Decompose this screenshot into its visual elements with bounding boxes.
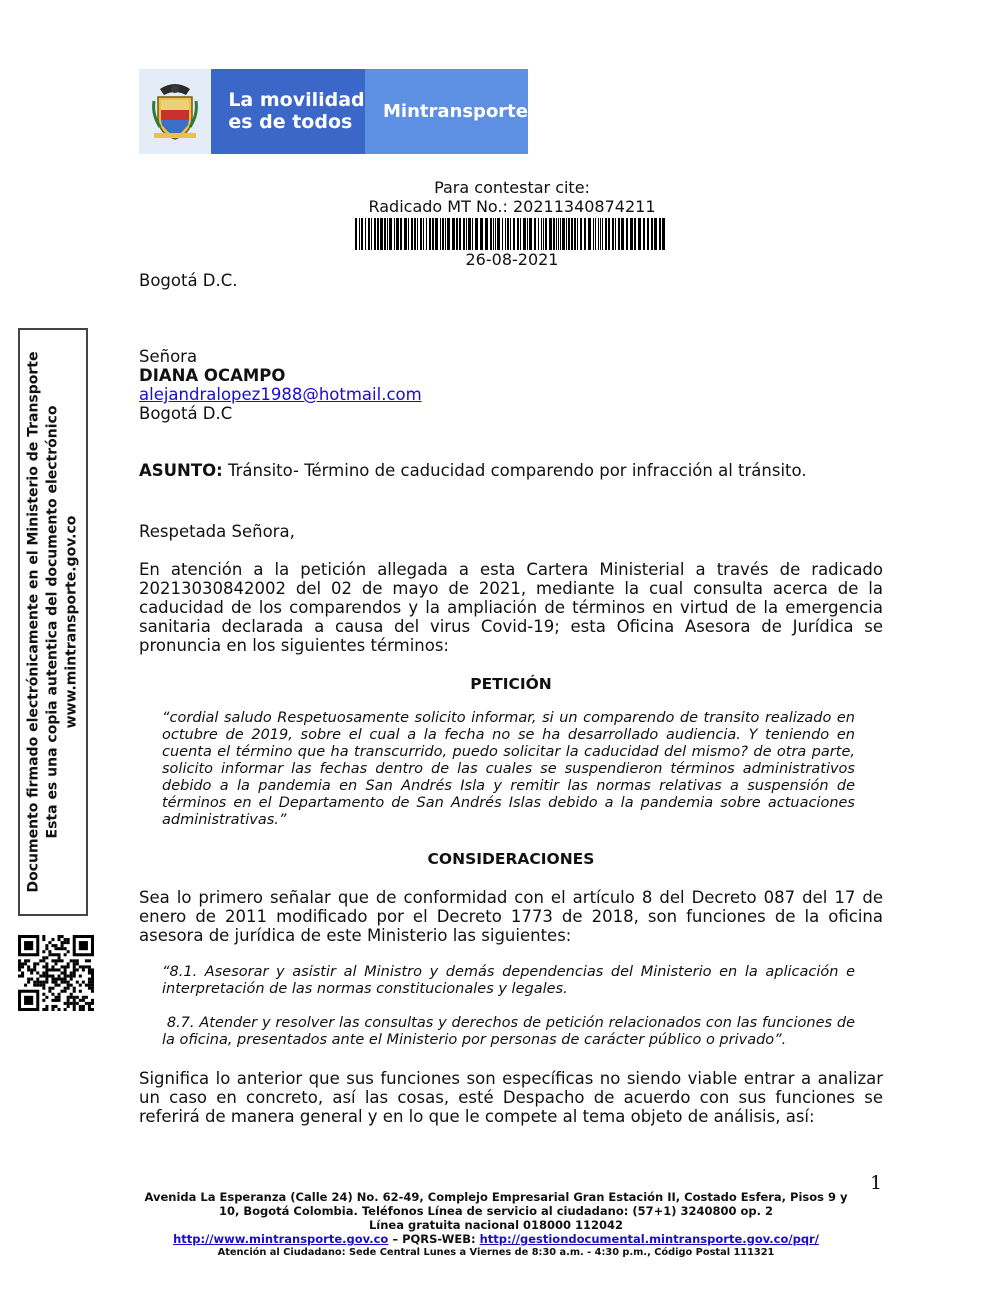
header-logo — [139, 69, 528, 154]
qr-code-icon — [18, 935, 94, 1011]
subject-line — [139, 461, 884, 480]
recipient-block — [139, 347, 422, 423]
subject-label: ASUNTO: — [139, 461, 223, 480]
page-number: 1 — [870, 1172, 883, 1194]
electronic-signature-sidebar — [18, 328, 88, 916]
heading-peticion: PETICIÓN — [470, 675, 552, 693]
quote-function-8-7: 8.7. Atender y resolver las consultas y derechos de petición relacionados con las funciones de la oficina, presentados ante el Ministerio por personas de carácter público o privado”. — [162, 1015, 860, 1048]
quote-function-8-1: “8.1. Asesorar y asistir al Ministro y demás dependencias del Ministerio en la aplicación e interpretación de las normas constitucionales y legales. — [162, 964, 855, 997]
quote-peticion: “cordial saludo Respetuosamente solicito informar, si un comparendo de transito realizado en octubre de 2019, sobre el cual a la fecha no se ha desarrollado audiencia. Y teniendo en cuenta el término que ha transcurrido, puedo solicitar la caducidad del mismo? de otra parte, solicito informar las fechas dentro de las cuales se suspendieron términos administrativos debido a la pandemia en San Andrés Isla y remitir las normas relativas a suspensión de términos en el Departamento de San Andrés Islas debido a la pandemia sobre actuaciones administrativas.” — [162, 710, 855, 828]
footer-hours: Atención al Ciudadano: Sede Central Lunes a Viernes de 8:30 a.m. - 4:30 p.m., Código Postal 111321 — [217, 1247, 775, 1258]
radicado-number: Radicado MT No.: 20211340874211 — [368, 197, 656, 216]
sidebar-line-1: Documento firmado electrónicamente en el Ministerio de Transporte — [25, 351, 42, 893]
footer-links — [140, 1232, 852, 1246]
footer — [140, 1190, 852, 1260]
letter-city: Bogotá D.C. — [139, 271, 238, 290]
barcode-icon — [355, 218, 669, 250]
recipient-email-link[interactable]: alejandralopez1988@hotmail.com — [139, 385, 422, 404]
considerations-paragraph-2: Significa lo anterior que sus funciones son específicas no siendo viable entrar a analizar un caso en concreto, así las cosas, esté Despacho de acuerdo con sus funciones se referirá de manera general y en lo que le compete al tema objeto de análisis, así: — [139, 1069, 883, 1126]
sidebar-line-3: www.mintransporte.gov.co — [63, 515, 80, 729]
recipient-name: DIANA OCAMPO — [139, 366, 286, 385]
slogan-line-1: La movilidad — [228, 89, 365, 111]
footer-link-separator: – PQRS-WEB: — [388, 1232, 480, 1246]
footer-pqrs-link[interactable]: http://gestiondocumental.mintransporte.gov.co/pqr/ — [479, 1232, 819, 1246]
ministry-name: Mintransporte — [365, 69, 528, 154]
coat-of-arms-icon — [139, 69, 211, 154]
recipient-city: Bogotá D.C — [139, 404, 233, 423]
intro-paragraph: En atención a la petición allegada a esta Cartera Ministerial a través de radicado 20213030842002 del 02 de mayo de 2021, mediante la cual consulta acerca de la caducidad de los comparendos y la ampliación de términos en virtud de la emergencia sanitaria declarada a causa del virus Covid-19; esta Oficina Asesora de Jurídica se pronuncia en los siguientes términos: — [139, 560, 883, 655]
radicado-block — [352, 178, 672, 269]
slogan-line-2: es de todos — [228, 111, 353, 133]
sidebar-text — [25, 342, 82, 902]
heading-consideraciones: CONSIDERACIONES — [427, 850, 595, 868]
greeting: Respetada Señora, — [139, 522, 295, 541]
sidebar-line-2: Esta es una copia autentica del documento electrónico — [44, 405, 61, 839]
radicado-cite-label: Para contestar cite: — [434, 178, 590, 197]
footer-website-link[interactable]: http://www.mintransporte.gov.co — [173, 1232, 389, 1246]
subject-text: Tránsito- Término de caducidad comparendo por infracción al tránsito. — [222, 461, 807, 480]
footer-address: Avenida La Esperanza (Calle 24) No. 62-49, Complejo Empresarial Gran Estación II, Costado Esfera, Pisos 9 y 10, Bogotá Colombia. Teléfonos Línea de servicio al ciudadano: (57+1) 3240800 op. 2 — [144, 1190, 848, 1218]
radicado-date: 26-08-2021 — [465, 250, 559, 269]
considerations-paragraph-1: Sea lo primero señalar que de conformidad con el artículo 8 del Decreto 087 del 17 de enero de 2011 modificado por el Decreto 1773 de 2018, son funciones de la oficina asesora de jurídica de este Ministerio las siguientes: — [139, 888, 883, 945]
recipient-title: Señora — [139, 347, 198, 366]
footer-toll-free: Línea gratuita nacional 018000 112042 — [368, 1218, 624, 1232]
slogan — [211, 69, 365, 154]
